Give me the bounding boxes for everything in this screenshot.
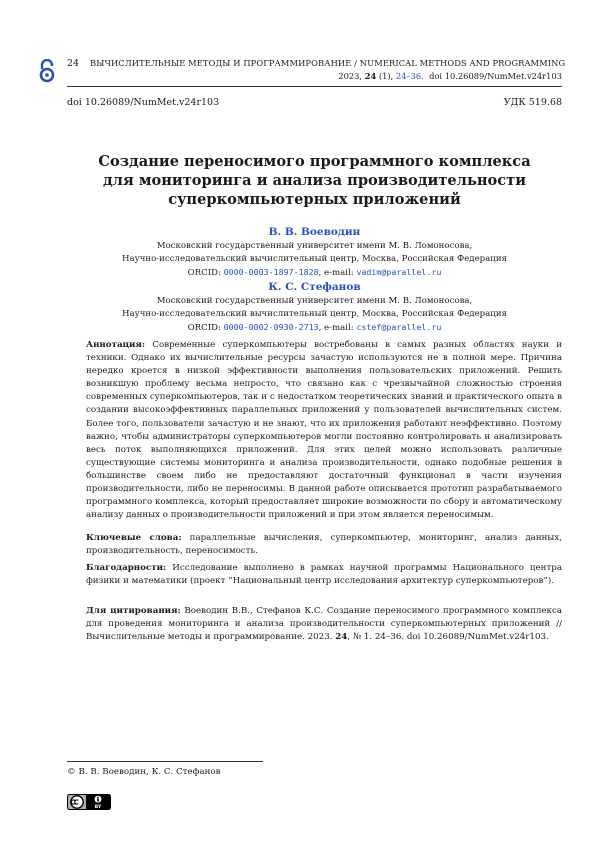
cc-by-icon[interactable] (67, 794, 111, 810)
author-affiliation: Московский государственный университет имени М. В. Ломоносова, Научно-исследовательский вычислительный центр, Москва, Российская Федерация ORCID: 0000-0003-1897-1828, e-mail: vadim@parallel.ru (122, 241, 507, 278)
email-link[interactable]: cstef@parallel.ru (356, 322, 442, 332)
acknowledgements: Благодарности: Исследование выполнено в рамках научной программы Национального центра физики и математики (проект “Национальный центр исследования архитектур суперкомпьютеров”). (86, 563, 562, 587)
copyright-notice: © В. В. Воеводин, К. С. Стефанов (67, 767, 221, 777)
journal-issue-info: 2023, 24 (1), 24–36. doi 10.26089/NumMet.v24r103 (338, 71, 562, 81)
keywords: Ключевые слова: параллельные вычисления, суперкомпьютер, мониторинг, анализ данных, производительность, переносимость. (86, 533, 563, 557)
page-number: 24 (67, 58, 80, 69)
abstract: Аннотация: Современные суперкомпьютеры востребованы в самых разных областях науки и техники. Однако их вычислительные ресурсы зачастую используются не в полной мере. Причина нередко кроется в низкой эффективности выполнения пользовательских приложений. Решить возникшую проблему весьма непросто, что связано как с чрезвычайной сложностью строения современных суперкомпьютеров, так и с недостатком теоретических знаний и практического опыта в создании высокоэффективных параллельных приложений у пользователей вычислительных систем. Более того, пользователи зачастую и не знают, что их приложения работают неэффективно. Поэтому важно, чтобы администраторы суперкомпьютеров могли постоянно контролировать и анализировать весь поток выполняющихся приложений. Для этих целей можно использовать различные существующие системы мониторинга и анализа производительности, однако подобные решения в большинстве своем либо не предоставляют достаточный функционал в части изучения производительности, либо не переносимы. В данной работе описывается прототип разрабатываемого программного комплекса, который предоставляет широкие возможности по сбору и автоматическому анализу данных о производительности приложений и при этом является переносимым. (86, 340, 562, 521)
udk-code: УДК 519.68 (503, 97, 562, 108)
author-name: К. С. Стефанов (268, 281, 361, 293)
header-rule (67, 86, 562, 87)
svg-text:BY: BY (94, 805, 102, 810)
email-link[interactable]: vadim@parallel.ru (356, 267, 442, 277)
open-access-icon (38, 59, 56, 83)
journal-title: ВЫЧИСЛИТЕЛЬНЫЕ МЕТОДЫ И ПРОГРАММИРОВАНИЕ / NUMERICAL METHODS AND PROGRAMMING (90, 58, 566, 68)
author-affiliation: Московский государственный университет имени М. В. Ломоносова, Научно-исследовательский вычислительный центр, Москва, Российская Федерация ORCID: 0000-0002-0930-2713, e-mail: cstef@parallel.ru (122, 296, 507, 333)
footnote-rule (67, 761, 263, 762)
article-title: Создание переносимого программного комплекса для мониторинга и анализа производительности суперкомпьютерных приложений (98, 153, 531, 208)
author-name: В. В. Воеводин (268, 226, 361, 238)
pages-link[interactable]: 24–36. (395, 71, 424, 81)
article-doi: doi 10.26089/NumMet.v24r103 (67, 97, 220, 108)
citation: Для цитирования: Воеводин В.В., Стефанов К.С. Создание переносимого программного комплекса для проведения мониторинга и анализа производительности суперкомпьютерных приложений // Вычислительные методы и программирование. 2023. 24, № 1. 24–36. doi 10.26089/NumMet.v24r103. (86, 606, 562, 643)
orcid-link[interactable]: 0000-0003-1897-1828 (223, 267, 319, 277)
orcid-link[interactable]: 0000-0002-0930-2713 (223, 322, 319, 332)
